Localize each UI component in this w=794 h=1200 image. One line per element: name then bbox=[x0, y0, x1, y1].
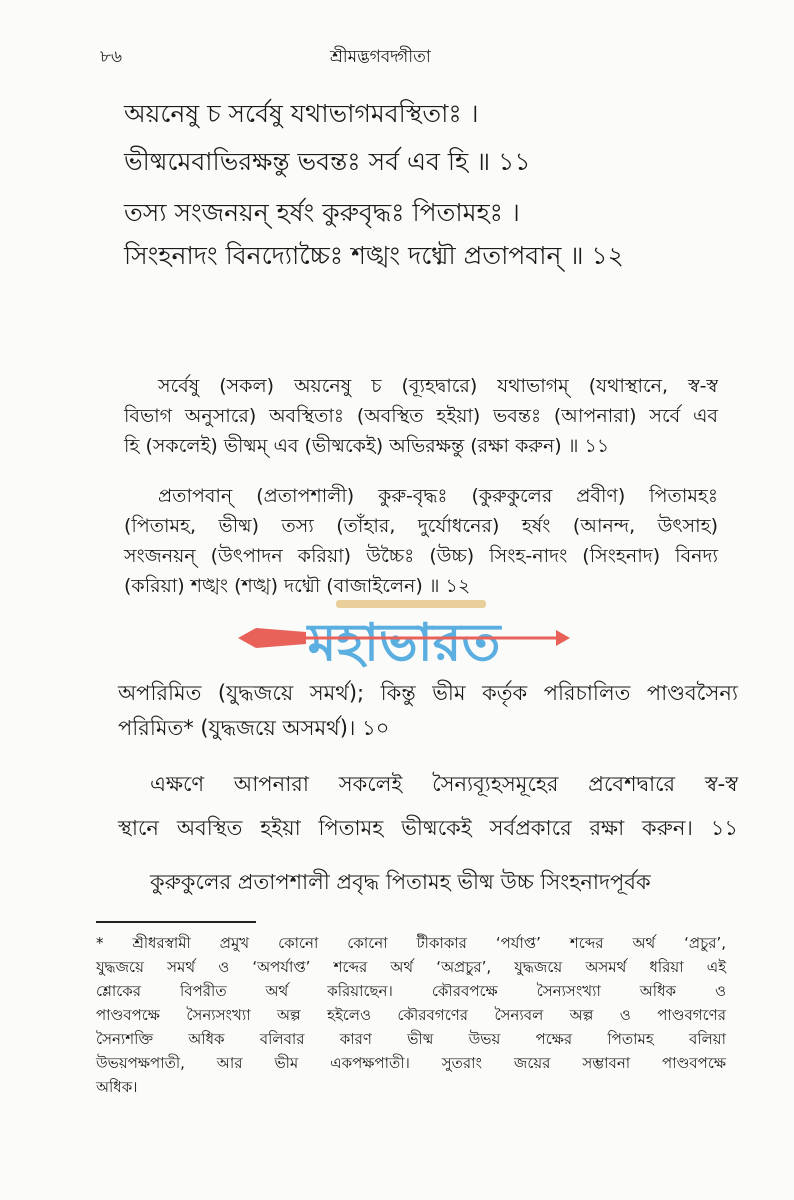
translation-line: কুরুকুলের প্রতাপশালী প্রবৃদ্ধ পিতামহ ভীষ্ম উচ্চ সিংহনাদপূর্বক bbox=[150, 870, 651, 894]
word-meaning-line: প্রতাপবান্ (প্রতাপশালী) কুরু-বৃদ্ধঃ (কুরুকুলের প্রবীণ) পিতামহঃ bbox=[158, 485, 718, 507]
verse-line: অয়নেষু চ সর্বেষু যথাভাগমবস্থিতাঃ । bbox=[124, 99, 479, 128]
word-meaning-line: সংজনয়ন্ (উৎপাদন করিয়া) উচ্চৈঃ (উচ্চ) সিংহ-নাদং (সিংহনাদ) বিনদ্য bbox=[124, 545, 718, 567]
translation-line: এক্ষণে আপনারা সকলেই সৈন্যব্যূহসমূহের প্রবেশদ্বারে স্ব-স্ব bbox=[150, 772, 738, 796]
footnote-line: সৈন্যশক্তি অধিক বলিবার কারণ ভীষ্ম উভয় পক্ষের পিতামহ বলিয়া bbox=[96, 1030, 726, 1048]
word-meaning-line: বিভাগ অনুসারে) অবস্থিতাঃ (অবস্থিত হইয়া) ভবন্তঃ (আপনারা) সর্বে এব bbox=[124, 405, 718, 427]
translation-line: অপরিমিত (যুদ্ধজয়ে সমর্থ); কিন্তু ভীম কর্তৃক পরিচালিত পাণ্ডবসৈন্য bbox=[118, 681, 738, 705]
page-number: ৮৬ bbox=[100, 47, 123, 67]
flute-icon bbox=[336, 600, 486, 608]
word-meaning-line: (পিতামহ, ভীষ্ম) তস্য (তাঁহার, দুর্যোধনের) হর্ষং (আনন্দ, উৎসাহ) bbox=[124, 515, 718, 537]
mahabharat-watermark-logo bbox=[236, 596, 572, 678]
translation-line: পরিমিত* (যুদ্ধজয়ে অসমর্থ)। ১০ bbox=[118, 716, 390, 740]
verse-line: ভীষ্মমেবাভিরক্ষন্তু ভবন্তঃ সর্ব এব হি ॥ ১১ bbox=[124, 147, 531, 176]
footnote-line: উভয়পক্ষপাতী, আর ভীম একপক্ষপাতী। সুতরাং জয়ের সম্ভাবনা পাণ্ডবপক্ষে bbox=[96, 1054, 726, 1072]
word-meaning-line: (করিয়া) শঙ্খং (শঙ্খ) দধ্মৌ (বাজাইলেন) ॥ ১২ bbox=[124, 575, 471, 597]
verse-line: সিংহনাদং বিনদ্যোচ্চৈঃ শঙ্খং দধ্মৌ প্রতাপবান্ ॥ ১২ bbox=[124, 241, 624, 270]
translation-line: স্থানে অবস্থিত হইয়া পিতামহ ভীষ্মকেই সর্বপ্রকারে রক্ষা করুন। ১১ bbox=[118, 816, 738, 840]
footnote-line: যুদ্ধজয়ে সমর্থ ও ‘অপর্যাপ্ত’ শব্দের অর্থ ‘অপ্রচুর’, যুদ্ধজয়ে অসমর্থ ধরিয়া এই bbox=[96, 958, 726, 976]
footnote-line: শ্লোকের বিপরীত অর্থ করিয়াছেন। কৌরবপক্ষে সৈন্যসংখ্যা অধিক ও bbox=[96, 982, 726, 1000]
footnote-line: অধিক। bbox=[96, 1078, 138, 1096]
running-title: শ্রীমদ্ভগবদ্গীতা bbox=[330, 47, 431, 67]
verse-line: তস্য সংজনয়ন্ হর্ষং কুরুবৃদ্ধঃ পিতামহঃ । bbox=[124, 198, 520, 227]
svg-text:মহাভারত: মহাভারত bbox=[307, 613, 501, 673]
footnote-line: পাণ্ডবপক্ষে সৈন্যসংখ্যা অল্প হইলেও কৌরবগণের সৈন্যবল অল্প ও পাণ্ডবগণের bbox=[96, 1006, 726, 1024]
word-meaning-line: সর্বেষু (সকল) অয়নেষু চ (ব্যূহদ্বারে) যথাভাগম্ (যথাস্থানে, স্ব-স্ব bbox=[158, 375, 718, 397]
footnote-line: * শ্রীধরস্বামী প্রমুখ কোনো কোনো টীকাকার ‘পর্যাপ্ত’ শব্দের অর্থ ‘প্রচুর’, bbox=[96, 934, 726, 952]
word-meaning-line: হি (সকলেই) ভীষ্মম্ এব (ভীষ্মকেই) অভিরক্ষন্তু (রক্ষা করুন) ॥ ১১ bbox=[124, 435, 610, 457]
footnote-divider bbox=[96, 921, 256, 923]
